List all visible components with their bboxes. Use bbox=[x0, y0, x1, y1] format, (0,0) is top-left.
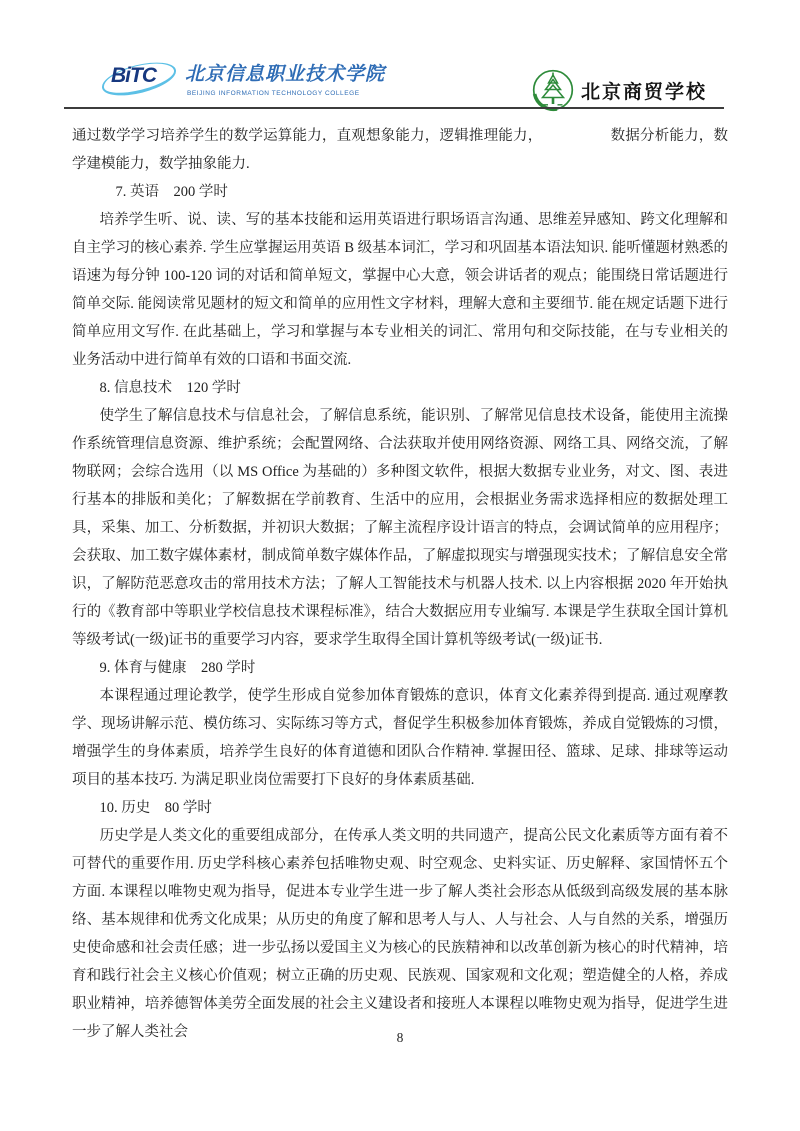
section-body-information-technology: 使学生了解信息技术与信息社会，了解信息系统，能识别、了解常见信息技术设备，能使用主流操作系统管理信息资源、维护系统；会配置网络、合法获取并使用网络资源、网络工具、网络交流，了解物联网；会综合选用（以 MS Office 为基础的）多种图文软件，根据大数据专业业务，对文、图、表进行基本的排版和美化；了解数据在学前教育、生活中的应用，会根据业务需求选择相应的数据处理工具，采集、加工、分析数据，并初识大数据；了解主流程序设计语言的特点，会调试简单的应用程序；会获取、加工数字媒体素材，制成简单数字媒体作品，了解虚拟现实与增强现实技术；了解信息安全常识，了解防范恶意攻击的常用技术方法；了解人工智能技术与机器人技术. 以上内容根据 2020 年开始执行的《教育部中等职业学校信息技术课程标准》，结合大数据应用专业编写. 本课是学生获取全国计算机等级考试(一级)证书的重要学习内容，要求学生取得全国计算机等级考试(一级)证书. bbox=[72, 408, 728, 648]
page-number: 8 bbox=[396, 1030, 404, 1045]
math-text-after-gap: 数据分析能力，数学建模能力，数学抽象能力. bbox=[72, 128, 729, 172]
section-heading-pe-health: 9. 体育与健康 280 学时 bbox=[99, 660, 256, 676]
bitc-chinese-name: 北京信息职业技术学院 bbox=[185, 64, 386, 85]
commerce-school-logo bbox=[531, 68, 707, 112]
section-body-english: 培养学生听、说、读、写的基本技能和运用英语进行职场语言沟通、思维差异感知、跨文化理解和自主学习的核心素养. 学生应掌握运用英语 B 级基本词汇，学习和巩固基本语法知识. 能听懂题材熟悉的语速为每分钟 100-120 词的对话和简单短文，掌握中心大意，领会讲话者的观点；能围绕日常话题进行简单交际. 能阅读常见题材的短文和简单的应用性文字材料，理解大意和主要细节. 能在规定话题下进行简单应用文写作. 在此基础上，学习和掌握与本专业相关的词汇、常用句和交际技能，在与专业相关的业务活动中进行简单有效的口语和书面交流. bbox=[72, 212, 728, 368]
section-heading-english: 7. 英语 200 学时 bbox=[115, 184, 228, 200]
bitc-acronym: BiTC bbox=[111, 64, 156, 87]
document-body bbox=[72, 122, 728, 1046]
bitc-english-name: BEIJING INFORMATION TECHNOLOGY COLLEGE bbox=[187, 90, 360, 97]
section-body-history: 历史学是人类文化的重要组成部分，在传承人类文明的共同遗产，提高公民文化素质等方面有着不可替代的重要作用. 历史学科核心素养包括唯物史观、时空观念、史料实证、历史解释、家国情怀五个方面. 本课程以唯物史观为指导，促进本专业学生进一步了解人类社会形态从低级到高级发展的基本脉络、基本规律和优秀文化成果；从历史的角度了解和思考人与人、人与社会、人与自然的关系，增强历史使命感和社会责任感；进一步弘扬以爱国主义为核心的民族精神和以改革创新为核心的时代精神，培育和践行社会主义核心价值观；树立正确的历史观、民族观、国家观和文化观；塑造健全的人格，养成职业精神，培养德智体美劳全面发展的社会主义建设者和接班人本课程以唯物史观为指导，促进学生进一步了解人类社会 bbox=[72, 828, 728, 1040]
commerce-school-name: 北京商贸学校 bbox=[581, 81, 708, 103]
bitc-college-logo bbox=[100, 54, 385, 108]
math-text-before-gap: 通过数学学习培养学生的数学运算能力，直观想象能力，逻辑推理能力， bbox=[72, 128, 543, 144]
math-paragraph-continuation bbox=[72, 122, 728, 178]
section-heading-history: 10. 历史 80 学时 bbox=[99, 800, 212, 816]
bitc-logo-mark bbox=[100, 54, 182, 100]
header-divider bbox=[64, 107, 724, 109]
section-body-pe-health: 本课程通过理论教学，使学生形成自觉参加体育锻炼的意识，体育文化素养得到提高. 通过观摩教学、现场讲解示范、模仿练习、实际练习等方式，督促学生积极参加体育锻炼，养成自觉锻炼的习惯，增强学生的身体素质，培养学生良好的体育道德和团队合作精神. 掌握田径、篮球、足球、排球等运动项目的基本技巧. 为满足职业岗位需要打下良好的身体素质基础. bbox=[72, 688, 728, 788]
bitc-name-block bbox=[185, 54, 385, 97]
section-heading-information-technology: 8. 信息技术 120 学时 bbox=[99, 380, 241, 396]
pine-tree-circle-icon bbox=[531, 68, 575, 112]
